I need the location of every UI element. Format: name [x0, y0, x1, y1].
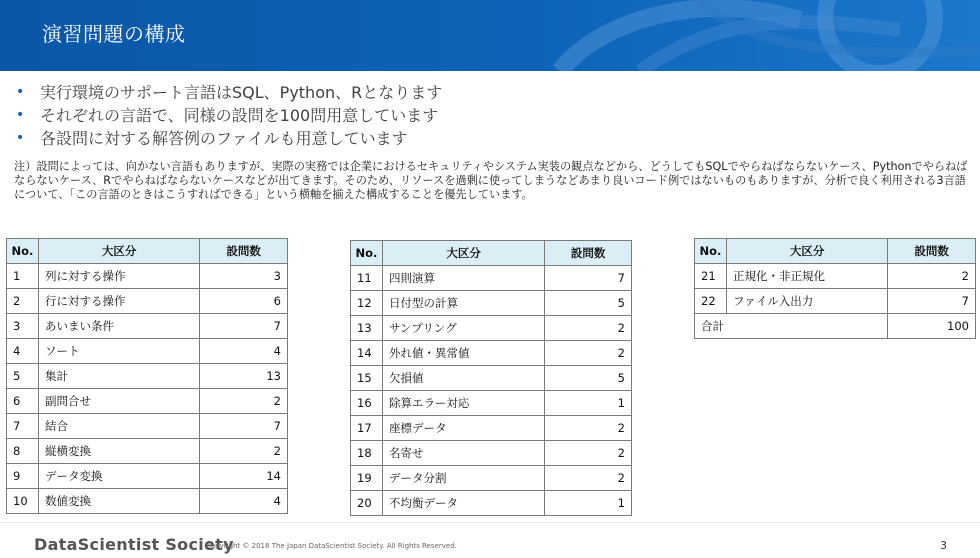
row-count: 7 [888, 289, 976, 314]
table-row [351, 316, 632, 341]
row-no: 18 [351, 441, 383, 466]
row-category: 正規化・非正規化 [726, 264, 887, 289]
table-row [351, 291, 632, 316]
row-no: 11 [351, 266, 383, 291]
row-count: 5 [545, 366, 632, 391]
table-row [695, 264, 976, 289]
row-no: 2 [7, 289, 39, 314]
table-row [7, 389, 288, 414]
row-count: 14 [200, 464, 288, 489]
row-category: 縦横変換 [38, 439, 199, 464]
total-label: 合計 [695, 314, 888, 339]
total-count: 100 [888, 314, 976, 339]
table-row [7, 339, 288, 364]
table-header-row [695, 239, 976, 264]
row-no: 7 [7, 414, 39, 439]
row-count: 7 [200, 414, 288, 439]
row-category: 欠損値 [382, 366, 544, 391]
table-row [7, 414, 288, 439]
table-row [695, 289, 976, 314]
row-count: 2 [545, 441, 632, 466]
table-row [7, 264, 288, 289]
bullet-item [14, 103, 442, 126]
row-no: 8 [7, 439, 39, 464]
row-count: 3 [200, 264, 288, 289]
bullet-dot-icon: • [16, 83, 25, 100]
bullet-text: 各設問に対する解答例のファイルも用意しています [40, 129, 408, 148]
row-category: データ変換 [38, 464, 199, 489]
row-count: 1 [545, 491, 632, 516]
row-count: 2 [200, 439, 288, 464]
table-row [7, 464, 288, 489]
row-category: 結合 [38, 414, 199, 439]
row-count: 7 [200, 314, 288, 339]
table-row [351, 441, 632, 466]
column-header-no: No. [351, 241, 383, 266]
table-row [351, 416, 632, 441]
table-row [7, 289, 288, 314]
row-category: 名寄せ [382, 441, 544, 466]
row-no: 14 [351, 341, 383, 366]
bullet-dot-icon: • [16, 106, 25, 123]
row-category: 副問合せ [38, 389, 199, 414]
row-no: 16 [351, 391, 383, 416]
bullet-item [14, 126, 442, 149]
row-category: あいまい条件 [38, 314, 199, 339]
row-no: 9 [7, 464, 39, 489]
row-count: 5 [545, 291, 632, 316]
row-count: 4 [200, 489, 288, 514]
row-no: 19 [351, 466, 383, 491]
table-row [7, 439, 288, 464]
row-count: 2 [545, 466, 632, 491]
row-category: 四則演算 [382, 266, 544, 291]
row-category: 除算エラー対応 [382, 391, 544, 416]
column-header-category: 大区分 [38, 239, 199, 264]
row-no: 15 [351, 366, 383, 391]
bullet-text: それぞれの言語で、同様の設問を100問用意しています [40, 106, 439, 125]
table-row [351, 391, 632, 416]
row-category: 集計 [38, 364, 199, 389]
row-count: 4 [200, 339, 288, 364]
row-count: 7 [545, 266, 632, 291]
row-no: 6 [7, 389, 39, 414]
bullet-list [14, 80, 442, 149]
row-category: 座標データ [382, 416, 544, 441]
row-no: 21 [695, 264, 727, 289]
table-header-row [351, 241, 632, 266]
column-header-count: 設問数 [888, 239, 976, 264]
row-category: 列に対する操作 [38, 264, 199, 289]
column-header-category: 大区分 [726, 239, 887, 264]
row-no: 20 [351, 491, 383, 516]
footnote-text: 注）設問によっては、向かない言語もありますが、実際の実務では企業におけるセキュリティやシステム実装の観点などから、どうしてもSQLでやらねばならないケース、Pythonでやらねばならないケース、Rでやらねばならないケースなどが出てきます。そのため、リソースを過剰に使ってしまうなどあまり良いコード例ではないものもありますが、分析で良く利用される3言語について、「この言語のときはこうすればできる」という横軸を揃えた構成することを優先しています。 [14, 160, 968, 201]
row-category: データ分割 [382, 466, 544, 491]
column-header-count: 設問数 [200, 239, 288, 264]
column-header-no: No. [695, 239, 727, 264]
row-category: ソート [38, 339, 199, 364]
row-category: サンプリング [382, 316, 544, 341]
row-category: 不均衡データ [382, 491, 544, 516]
column-header-count: 設問数 [545, 241, 632, 266]
row-count: 6 [200, 289, 288, 314]
row-count: 2 [545, 416, 632, 441]
column-header-category: 大区分 [382, 241, 544, 266]
column-header-no: No. [7, 239, 39, 264]
table-row [351, 466, 632, 491]
table-row [351, 366, 632, 391]
table-header-row [7, 239, 288, 264]
row-no: 3 [7, 314, 39, 339]
row-category: 外れ値・異常値 [382, 341, 544, 366]
row-count: 2 [545, 341, 632, 366]
table-row [7, 489, 288, 514]
row-count: 2 [200, 389, 288, 414]
row-category: 行に対する操作 [38, 289, 199, 314]
table-row [351, 491, 632, 516]
row-category: 日付型の計算 [382, 291, 544, 316]
page-number: 3 [940, 539, 947, 552]
row-category: ファイル入出力 [726, 289, 887, 314]
row-no: 12 [351, 291, 383, 316]
row-no: 5 [7, 364, 39, 389]
row-no: 1 [7, 264, 39, 289]
table-row [351, 266, 632, 291]
table-row [7, 364, 288, 389]
question-table-3 [694, 238, 976, 339]
bullet-item [14, 80, 442, 103]
question-table-2 [350, 240, 632, 516]
row-no: 13 [351, 316, 383, 341]
brand-logo-text: DataScientist Society [34, 535, 234, 554]
row-category: 数値変換 [38, 489, 199, 514]
row-no: 10 [7, 489, 39, 514]
slide-title: 演習問題の構成 [42, 22, 186, 46]
table-row [7, 314, 288, 339]
question-table-1 [6, 238, 288, 514]
table-row [351, 341, 632, 366]
row-no: 17 [351, 416, 383, 441]
slide-footer [0, 522, 980, 558]
row-count: 2 [888, 264, 976, 289]
row-no: 4 [7, 339, 39, 364]
copyright-text: Copyright © 2018 The Japan DataScientist Society. All Rights Reserved. [206, 542, 457, 550]
row-no: 22 [695, 289, 727, 314]
total-row [695, 314, 976, 339]
row-count: 13 [200, 364, 288, 389]
row-count: 2 [545, 316, 632, 341]
bullet-text: 実行環境のサポート言語はSQL、Python、Rとなります [40, 83, 443, 102]
bullet-dot-icon: • [16, 129, 25, 146]
slide-header [0, 0, 980, 71]
row-count: 1 [545, 391, 632, 416]
